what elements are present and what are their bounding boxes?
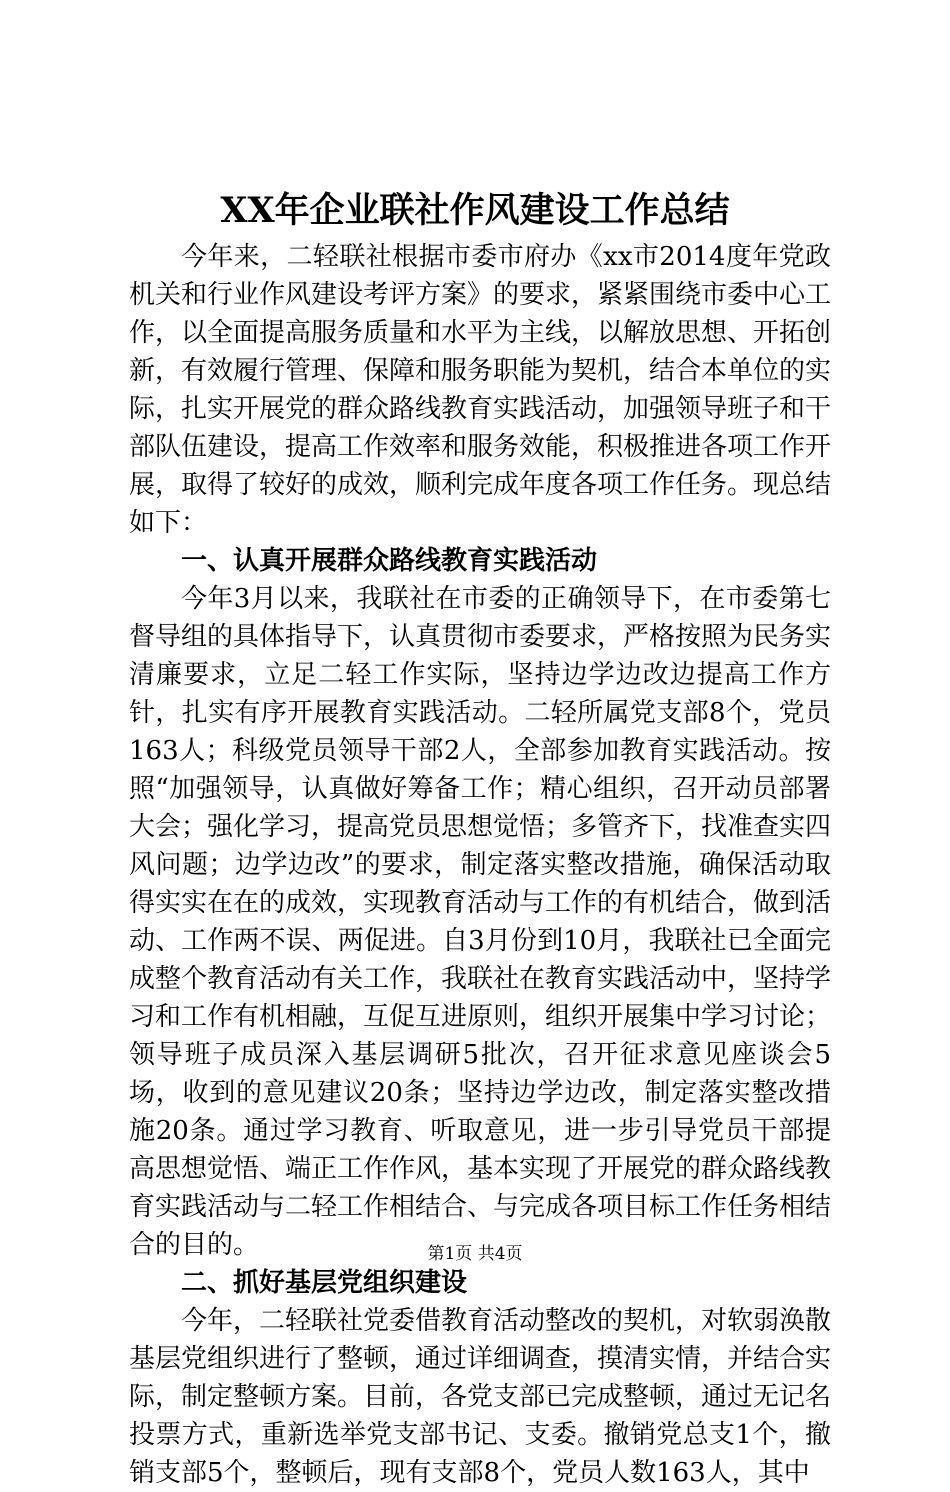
- page-indicator: 第1页 共4页: [427, 1244, 523, 1264]
- section-1-paragraph: 今年3月以来，我联社在市委的正确领导下，在市委第七督导组的具体指导下，认真贯彻市委要求，严格按照为民务实清廉要求，立足二轻工作实际，坚持边学边改边提高工作方针，扎实有序开展教育实践活动。二轻所属党支部8个，党员163人；科级党员领导干部2人，全部参加教育实践活动。按照“加强领导，认真做好筹备工作；精心组织，召开动员部署大会；强化学习，提高党员思想觉悟；多管齐下，找准查实四风问题；边学边改”的要求，制定落实整改措施，确保活动取得实实在在的成效，实现教育活动与工作的有机结合，做到活动、工作两不误、两促进。自3月份到10月，我联社已全面完成整个教育活动有关工作，我联社在教育实践活动中，坚持学习和工作有机相融，互促互进原则，组织开展集中学习讨论；领导班子成员深入基层调研5批次，召开征求意见座谈会5场，收到的意见建议20条；坚持边学边改，制定落实整改措施20条。通过学习教育、听取意见，进一步引导党员干部提高思想觉悟、端正工作作风，基本实现了开展党的群众路线教育实践活动与二轻工作相结合、与完成各项目标工作任务相结合的目的。: [129, 584, 832, 1260]
- section-heading-1: 一、认真开展群众路线教育实践活动: [181, 546, 598, 576]
- section-heading-2: 二、抓好基层党组织建设: [181, 1268, 468, 1298]
- document-title: XX年企业联社作风建设工作总结: [220, 190, 730, 231]
- intro-paragraph: 今年来，二轻联社根据市委市府办《xx市2014度年党政机关和行业作风建设考评方案》的要求，紧紧围绕市委中心工作，以全面提高服务质量和水平为主线，以解放思想、开拓创新，有效履行管理、保障和服务职能为契机，结合本单位的实际，扎实开展党的群众路线教育实践活动，加强领导班子和干部队伍建设，提高工作效率和服务效能，积极推进各项工作开展，取得了较好的成效，顺利完成年度各项工作任务。现总结如下：: [129, 242, 832, 538]
- document-body: [129, 238, 831, 1492]
- section-2-paragraph: 今年，二轻联社党委借教育活动整改的契机，对软弱涣散基层党组织进行了整顿，通过详细调查，摸清实情，并结合实际，制定整顿方案。目前，各党支部已完成整顿，通过无记名投票方式，重新选举党支部书记、支委。撤销党总支1个，撤销支部5个，整顿后，现有支部8个，党员人数163人，其中: [129, 1306, 832, 1488]
